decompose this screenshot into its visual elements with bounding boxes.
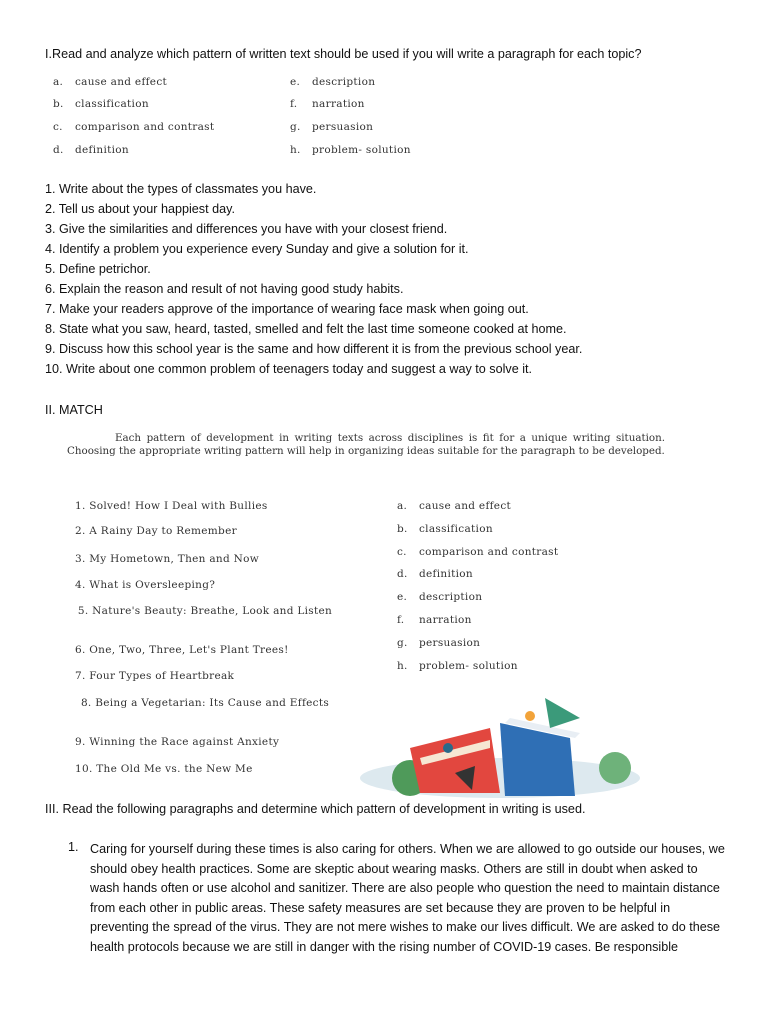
match-option <box>397 660 518 672</box>
match-title: 4. What is Oversleeping? <box>75 579 216 591</box>
option-text: definition <box>419 568 473 581</box>
pattern-option <box>290 144 411 156</box>
pattern-option <box>290 76 375 88</box>
topic-item: 7. Make your readers approve of the importance of wearing face mask when going out. <box>45 302 529 316</box>
option-text: problem- solution <box>312 144 411 156</box>
option-letter: b. <box>53 98 64 110</box>
option-text: persuasion <box>312 121 374 133</box>
option-letter: h. <box>290 144 301 156</box>
pattern-option <box>53 98 149 110</box>
match-option <box>397 500 511 512</box>
topic-item: 9. Discuss how this school year is the same and how different it is from the previous school year. <box>45 342 583 356</box>
match-option <box>397 546 558 558</box>
part2-title: II. MATCH <box>45 403 103 417</box>
topic-item: 3. Give the similarities and differences you have with your closest friend. <box>45 222 448 236</box>
option-letter: f. <box>397 614 405 626</box>
pattern-option <box>53 144 129 156</box>
topic-item: 10. Write about one common problem of teenagers today and suggest a way to solve it. <box>45 362 533 376</box>
option-letter: f. <box>290 98 298 110</box>
option-letter: d. <box>397 568 408 581</box>
topic-item: 2. Tell us about your happiest day. <box>45 202 235 216</box>
topic-item: 4. Identify a problem you experience every Sunday and give a solution for it. <box>45 242 469 256</box>
pattern-option <box>290 98 365 110</box>
match-title: 2. A Rainy Day to Remember <box>75 525 237 537</box>
option-text: definition <box>75 144 129 156</box>
part3-title: III. Read the following paragraphs and determine which pattern of development in writing is used. <box>45 802 586 816</box>
topic-item: 8. State what you saw, heard, tasted, smelled and felt the last time someone cooked at home. <box>45 322 567 336</box>
option-text: description <box>312 76 376 88</box>
option-text: problem- solution <box>419 659 518 672</box>
topic-item: 1. Write about the types of classmates you have. <box>45 182 317 196</box>
option-letter: a. <box>397 500 408 512</box>
pattern-option <box>53 121 214 133</box>
option-text: classification <box>419 522 493 535</box>
part1-title: I.Read and analyze which pattern of written text should be used if you will write a paragraph for each topic? <box>45 47 642 61</box>
option-text: cause and effect <box>75 76 168 88</box>
option-text: classification <box>75 98 149 110</box>
match-option <box>397 523 493 535</box>
option-letter: h. <box>397 659 408 672</box>
option-text: description <box>419 591 483 604</box>
match-title: 1. Solved! How I Deal with Bullies <box>75 500 268 512</box>
match-title: 3. My Hometown, Then and Now <box>75 553 260 565</box>
match-title: 6. One, Two, Three, Let's Plant Trees! <box>75 644 289 656</box>
match-title: 10. The Old Me vs. the New Me <box>75 763 253 775</box>
option-letter: b. <box>397 522 408 535</box>
option-text: persuasion <box>419 636 481 649</box>
option-letter: a. <box>53 76 64 88</box>
topic-item: 5. Define petrichor. <box>45 262 151 276</box>
option-text: comparison and contrast <box>419 545 559 558</box>
match-title: 9. Winning the Race against Anxiety <box>75 736 280 748</box>
match-title: 5. Nature's Beauty: Breathe, Look and Listen <box>77 605 333 617</box>
option-text: comparison and contrast <box>75 121 215 133</box>
match-title: 8. Being a Vegetarian: Its Cause and Effects <box>80 697 330 709</box>
match-option <box>397 614 472 626</box>
part3-paragraph: Caring for yourself during these times is also caring for others. When we are allowed to go outside our houses, we should obey health practices. Some are skeptic about wearing masks. Others are still in doubt when asked to wash hands often or use alcohol and sanitizer. There are also people who question the need to maintain distance from each other in public areas. These safety measures are set because they are proven to be helpful in preventing the spread of the virus. They are not mere wishes to make our lives difficult. We are asked to do these health protocols because we are still in danger with the rising number of COVID-19 cases. Be responsible <box>90 842 725 954</box>
option-letter: g. <box>290 121 301 133</box>
option-text: cause and effect <box>419 500 512 512</box>
match-option <box>397 591 482 603</box>
option-letter: e. <box>397 591 408 604</box>
paragraph-number: 1. <box>68 840 79 854</box>
books-illustration <box>350 688 645 798</box>
option-letter: e. <box>290 76 301 88</box>
option-letter: c. <box>397 545 407 558</box>
option-letter: g. <box>397 636 408 649</box>
option-text: narration <box>419 614 472 626</box>
topic-item: 6. Explain the reason and result of not having good study habits. <box>45 282 404 296</box>
pattern-option <box>290 121 373 133</box>
part2-intro: Each pattern of development in writing texts across disciplines is fit for a unique writing situation. Choosing the appropriate writing pattern will help in organizing ideas suitable for the paragraph to be developed. <box>67 432 665 457</box>
match-title: 7. Four Types of Heartbreak <box>75 670 235 682</box>
option-text: narration <box>312 98 365 110</box>
option-letter: d. <box>53 144 64 156</box>
match-option <box>397 568 473 580</box>
option-letter: c. <box>53 121 63 133</box>
match-option <box>397 637 480 649</box>
pattern-option <box>53 76 167 88</box>
